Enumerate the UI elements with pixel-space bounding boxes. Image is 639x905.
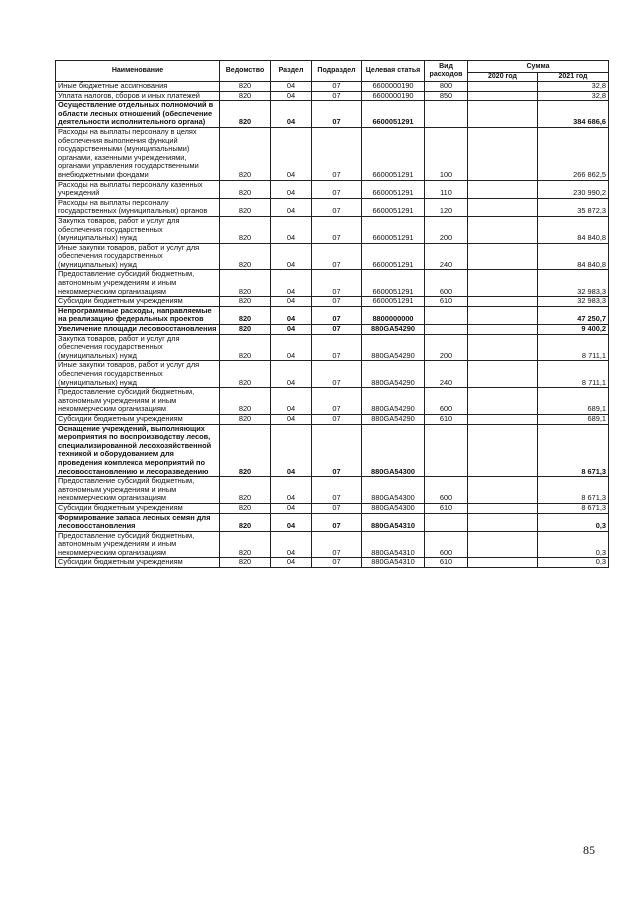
cell-section: 04 (271, 306, 312, 324)
cell-name: Расходы на выплаты персоналу государственных (муниципальных) органов (56, 198, 220, 216)
cell-section: 04 (271, 424, 312, 477)
cell-subsection: 07 (312, 325, 362, 335)
cell-name: Увеличение площади лесовосстановления (56, 325, 220, 335)
cell-sum-2021: 266 862,5 (538, 127, 609, 180)
cell-dept: 820 (220, 388, 271, 415)
cell-target: 880GA54310 (362, 531, 425, 558)
cell-sum-2020 (468, 101, 538, 128)
table-row (56, 243, 609, 270)
cell-subsection: 07 (312, 388, 362, 415)
cell-section: 04 (271, 216, 312, 243)
cell-dept: 820 (220, 334, 271, 361)
cell-section: 04 (271, 361, 312, 388)
header-2020: 2020 год (468, 73, 538, 82)
cell-sum-2020 (468, 477, 538, 504)
cell-sum-2020 (468, 306, 538, 324)
cell-sum-2021: 32 983,3 (538, 270, 609, 297)
cell-exptype (425, 306, 468, 324)
header-target: Целевая статья (362, 61, 425, 82)
table-row (56, 558, 609, 568)
cell-name: Иные закупки товаров, работ и услуг для обеспечения государственных (муниципальных) нужд (56, 361, 220, 388)
cell-target: 880GA54290 (362, 388, 425, 415)
cell-sum-2021: 9 400,2 (538, 325, 609, 335)
cell-dept: 820 (220, 297, 271, 307)
cell-target: 6600051291 (362, 127, 425, 180)
cell-section: 04 (271, 325, 312, 335)
cell-target: 6600051291 (362, 270, 425, 297)
cell-section: 04 (271, 270, 312, 297)
cell-section: 04 (271, 414, 312, 424)
table-row (56, 388, 609, 415)
cell-dept: 820 (220, 361, 271, 388)
table-header (56, 61, 609, 82)
cell-sum-2021: 35 872,3 (538, 198, 609, 216)
cell-dept: 820 (220, 243, 271, 270)
cell-dept: 820 (220, 306, 271, 324)
cell-sum-2021: 0,3 (538, 513, 609, 531)
cell-subsection: 07 (312, 531, 362, 558)
cell-sum-2020 (468, 180, 538, 198)
cell-sum-2021: 32,8 (538, 82, 609, 92)
cell-section: 04 (271, 531, 312, 558)
cell-name: Предоставление субсидий бюджетным, автономным учреждениям и иным некоммерческим организациям (56, 388, 220, 415)
header-name: Наименование (56, 61, 220, 82)
cell-exptype: 240 (425, 243, 468, 270)
cell-target: 6600051291 (362, 101, 425, 128)
cell-name: Непрограммные расходы, направляемые на реализацию федеральных проектов (56, 306, 220, 324)
cell-exptype: 600 (425, 388, 468, 415)
cell-subsection: 07 (312, 306, 362, 324)
table-row (56, 325, 609, 335)
table-row (56, 414, 609, 424)
cell-sum-2020 (468, 513, 538, 531)
cell-name: Субсидии бюджетным учреждениям (56, 558, 220, 568)
cell-sum-2020 (468, 243, 538, 270)
cell-section: 04 (271, 388, 312, 415)
cell-exptype: 600 (425, 270, 468, 297)
cell-sum-2020 (468, 503, 538, 513)
cell-exptype: 610 (425, 558, 468, 568)
cell-name: Субсидии бюджетным учреждениям (56, 503, 220, 513)
cell-dept: 820 (220, 558, 271, 568)
cell-subsection: 07 (312, 558, 362, 568)
cell-exptype (425, 513, 468, 531)
cell-target: 6600051291 (362, 216, 425, 243)
cell-dept: 820 (220, 216, 271, 243)
cell-section: 04 (271, 297, 312, 307)
cell-name: Закупка товаров, работ и услуг для обеспечения государственных (муниципальных) нужд (56, 334, 220, 361)
table-row (56, 180, 609, 198)
cell-sum-2021: 0,3 (538, 558, 609, 568)
cell-subsection: 07 (312, 361, 362, 388)
cell-section: 04 (271, 334, 312, 361)
cell-subsection: 07 (312, 127, 362, 180)
table-row (56, 334, 609, 361)
cell-exptype: 800 (425, 82, 468, 92)
cell-section: 04 (271, 180, 312, 198)
cell-section: 04 (271, 558, 312, 568)
cell-section: 04 (271, 243, 312, 270)
cell-dept: 820 (220, 531, 271, 558)
cell-sum-2021: 84 840,8 (538, 216, 609, 243)
cell-subsection: 07 (312, 198, 362, 216)
table-row (56, 101, 609, 128)
cell-target: 880GA54310 (362, 558, 425, 568)
cell-target: 880GA54290 (362, 334, 425, 361)
cell-sum-2020 (468, 414, 538, 424)
cell-exptype: 240 (425, 361, 468, 388)
cell-target: 880GA54310 (362, 513, 425, 531)
cell-sum-2021: 0,3 (538, 531, 609, 558)
cell-sum-2020 (468, 558, 538, 568)
cell-dept: 820 (220, 503, 271, 513)
cell-sum-2020 (468, 424, 538, 477)
cell-section: 04 (271, 477, 312, 504)
cell-dept: 820 (220, 198, 271, 216)
cell-subsection: 07 (312, 513, 362, 531)
cell-sum-2020 (468, 127, 538, 180)
cell-dept: 820 (220, 101, 271, 128)
cell-dept: 820 (220, 424, 271, 477)
cell-target: 880GA54300 (362, 503, 425, 513)
cell-name: Субсидии бюджетным учреждениям (56, 414, 220, 424)
cell-name: Формирование запаса лесных семян для лесовосстановления (56, 513, 220, 531)
cell-dept: 820 (220, 127, 271, 180)
cell-sum-2020 (468, 216, 538, 243)
cell-name: Расходы на выплаты персоналу в целях обеспечения выполнения функций государственными (муниципальными) органами, казенными учреждениями, органами управления государственными внебюджетными фондами (56, 127, 220, 180)
cell-name: Субсидии бюджетным учреждениям (56, 297, 220, 307)
cell-sum-2021: 32,8 (538, 91, 609, 101)
cell-exptype: 120 (425, 198, 468, 216)
cell-dept: 820 (220, 91, 271, 101)
budget-table (55, 60, 609, 568)
cell-target: 880GA54290 (362, 414, 425, 424)
cell-subsection: 07 (312, 424, 362, 477)
cell-target: 8800000000 (362, 306, 425, 324)
cell-dept: 820 (220, 270, 271, 297)
cell-sum-2021: 8 671,3 (538, 424, 609, 477)
cell-exptype: 600 (425, 477, 468, 504)
cell-dept: 820 (220, 414, 271, 424)
cell-name: Уплата налогов, сборов и иных платежей (56, 91, 220, 101)
cell-sum-2021: 8 671,3 (538, 477, 609, 504)
header-2021: 2021 год (538, 73, 609, 82)
cell-name: Предоставление субсидий бюджетным, автономным учреждениям и иным некоммерческим организациям (56, 531, 220, 558)
cell-subsection: 07 (312, 477, 362, 504)
cell-target: 6600051291 (362, 297, 425, 307)
cell-section: 04 (271, 503, 312, 513)
cell-name: Предоставление субсидий бюджетным, автономным учреждениям и иным некоммерческим организациям (56, 477, 220, 504)
table-row (56, 82, 609, 92)
cell-exptype: 850 (425, 91, 468, 101)
cell-dept: 820 (220, 180, 271, 198)
cell-subsection: 07 (312, 270, 362, 297)
cell-sum-2020 (468, 531, 538, 558)
cell-section: 04 (271, 82, 312, 92)
table-row (56, 127, 609, 180)
table-row (56, 531, 609, 558)
cell-target: 6600051291 (362, 243, 425, 270)
cell-section: 04 (271, 127, 312, 180)
cell-dept: 820 (220, 82, 271, 92)
cell-subsection: 07 (312, 414, 362, 424)
cell-target: 6600000190 (362, 91, 425, 101)
cell-sum-2020 (468, 297, 538, 307)
table-row (56, 270, 609, 297)
cell-name: Закупка товаров, работ и услуг для обеспечения государственных (муниципальных) нужд (56, 216, 220, 243)
cell-section: 04 (271, 513, 312, 531)
cell-sum-2020 (468, 91, 538, 101)
cell-section: 04 (271, 198, 312, 216)
table-row (56, 424, 609, 477)
table-row (56, 297, 609, 307)
cell-section: 04 (271, 91, 312, 101)
cell-subsection: 07 (312, 216, 362, 243)
table-body (56, 82, 609, 568)
table-row (56, 361, 609, 388)
cell-name: Расходы на выплаты персоналу казенных учреждений (56, 180, 220, 198)
cell-subsection: 07 (312, 180, 362, 198)
cell-subsection: 07 (312, 334, 362, 361)
cell-sum-2021: 84 840,8 (538, 243, 609, 270)
cell-subsection: 07 (312, 297, 362, 307)
cell-dept: 820 (220, 477, 271, 504)
cell-sum-2021: 689,1 (538, 388, 609, 415)
cell-dept: 820 (220, 325, 271, 335)
table-row (56, 306, 609, 324)
cell-sum-2020 (468, 334, 538, 361)
header-section: Раздел (271, 61, 312, 82)
cell-exptype: 610 (425, 414, 468, 424)
cell-subsection: 07 (312, 503, 362, 513)
cell-sum-2021: 47 250,7 (538, 306, 609, 324)
cell-section: 04 (271, 101, 312, 128)
header-dept: Ведомство (220, 61, 271, 82)
cell-exptype: 600 (425, 531, 468, 558)
page-number: 85 (583, 843, 595, 857)
header-sum: Сумма (468, 61, 609, 73)
cell-name: Оснащение учреждений, выполняющих мероприятия по воспроизводству лесов, специализированной лесохозяйственной техникой и оборудованием для проведения комплекса мероприятий по лесовосстановлению и лесоразведению (56, 424, 220, 477)
cell-target: 880GA54290 (362, 361, 425, 388)
header-exptype: Вид расходов (425, 61, 468, 82)
cell-target: 6600000190 (362, 82, 425, 92)
cell-sum-2021: 8 671,3 (538, 503, 609, 513)
cell-exptype (425, 325, 468, 335)
cell-subsection: 07 (312, 101, 362, 128)
table-row (56, 477, 609, 504)
cell-sum-2021: 230 990,2 (538, 180, 609, 198)
cell-sum-2021: 689,1 (538, 414, 609, 424)
cell-sum-2020 (468, 82, 538, 92)
cell-exptype: 610 (425, 297, 468, 307)
cell-exptype (425, 101, 468, 128)
cell-dept: 820 (220, 513, 271, 531)
table-row (56, 198, 609, 216)
cell-name: Иные бюджетные ассигнования (56, 82, 220, 92)
cell-sum-2020 (468, 388, 538, 415)
cell-name: Осуществление отдельных полномочий в области лесных отношений (обеспечение деятельности исполнительного органа) (56, 101, 220, 128)
table-row (56, 513, 609, 531)
header-subsection: Подраздел (312, 61, 362, 82)
cell-sum-2020 (468, 270, 538, 297)
table-row (56, 503, 609, 513)
cell-exptype: 100 (425, 127, 468, 180)
cell-target: 880GA54300 (362, 424, 425, 477)
cell-sum-2020 (468, 325, 538, 335)
cell-target: 880GA54300 (362, 477, 425, 504)
cell-subsection: 07 (312, 82, 362, 92)
cell-subsection: 07 (312, 243, 362, 270)
cell-exptype: 200 (425, 216, 468, 243)
cell-sum-2021: 8 711,1 (538, 334, 609, 361)
cell-sum-2020 (468, 361, 538, 388)
table-row (56, 216, 609, 243)
cell-sum-2021: 32 983,3 (538, 297, 609, 307)
cell-subsection: 07 (312, 91, 362, 101)
table-row (56, 91, 609, 101)
cell-sum-2021: 384 686,6 (538, 101, 609, 128)
cell-target: 6600051291 (362, 198, 425, 216)
cell-exptype: 610 (425, 503, 468, 513)
cell-exptype: 200 (425, 334, 468, 361)
cell-exptype (425, 424, 468, 477)
cell-name: Предоставление субсидий бюджетным, автономным учреждениям и иным некоммерческим организациям (56, 270, 220, 297)
cell-target: 880GA54290 (362, 325, 425, 335)
cell-sum-2021: 8 711,1 (538, 361, 609, 388)
cell-sum-2020 (468, 198, 538, 216)
cell-target: 6600051291 (362, 180, 425, 198)
cell-exptype: 110 (425, 180, 468, 198)
cell-name: Иные закупки товаров, работ и услуг для обеспечения государственных (муниципальных) нужд (56, 243, 220, 270)
